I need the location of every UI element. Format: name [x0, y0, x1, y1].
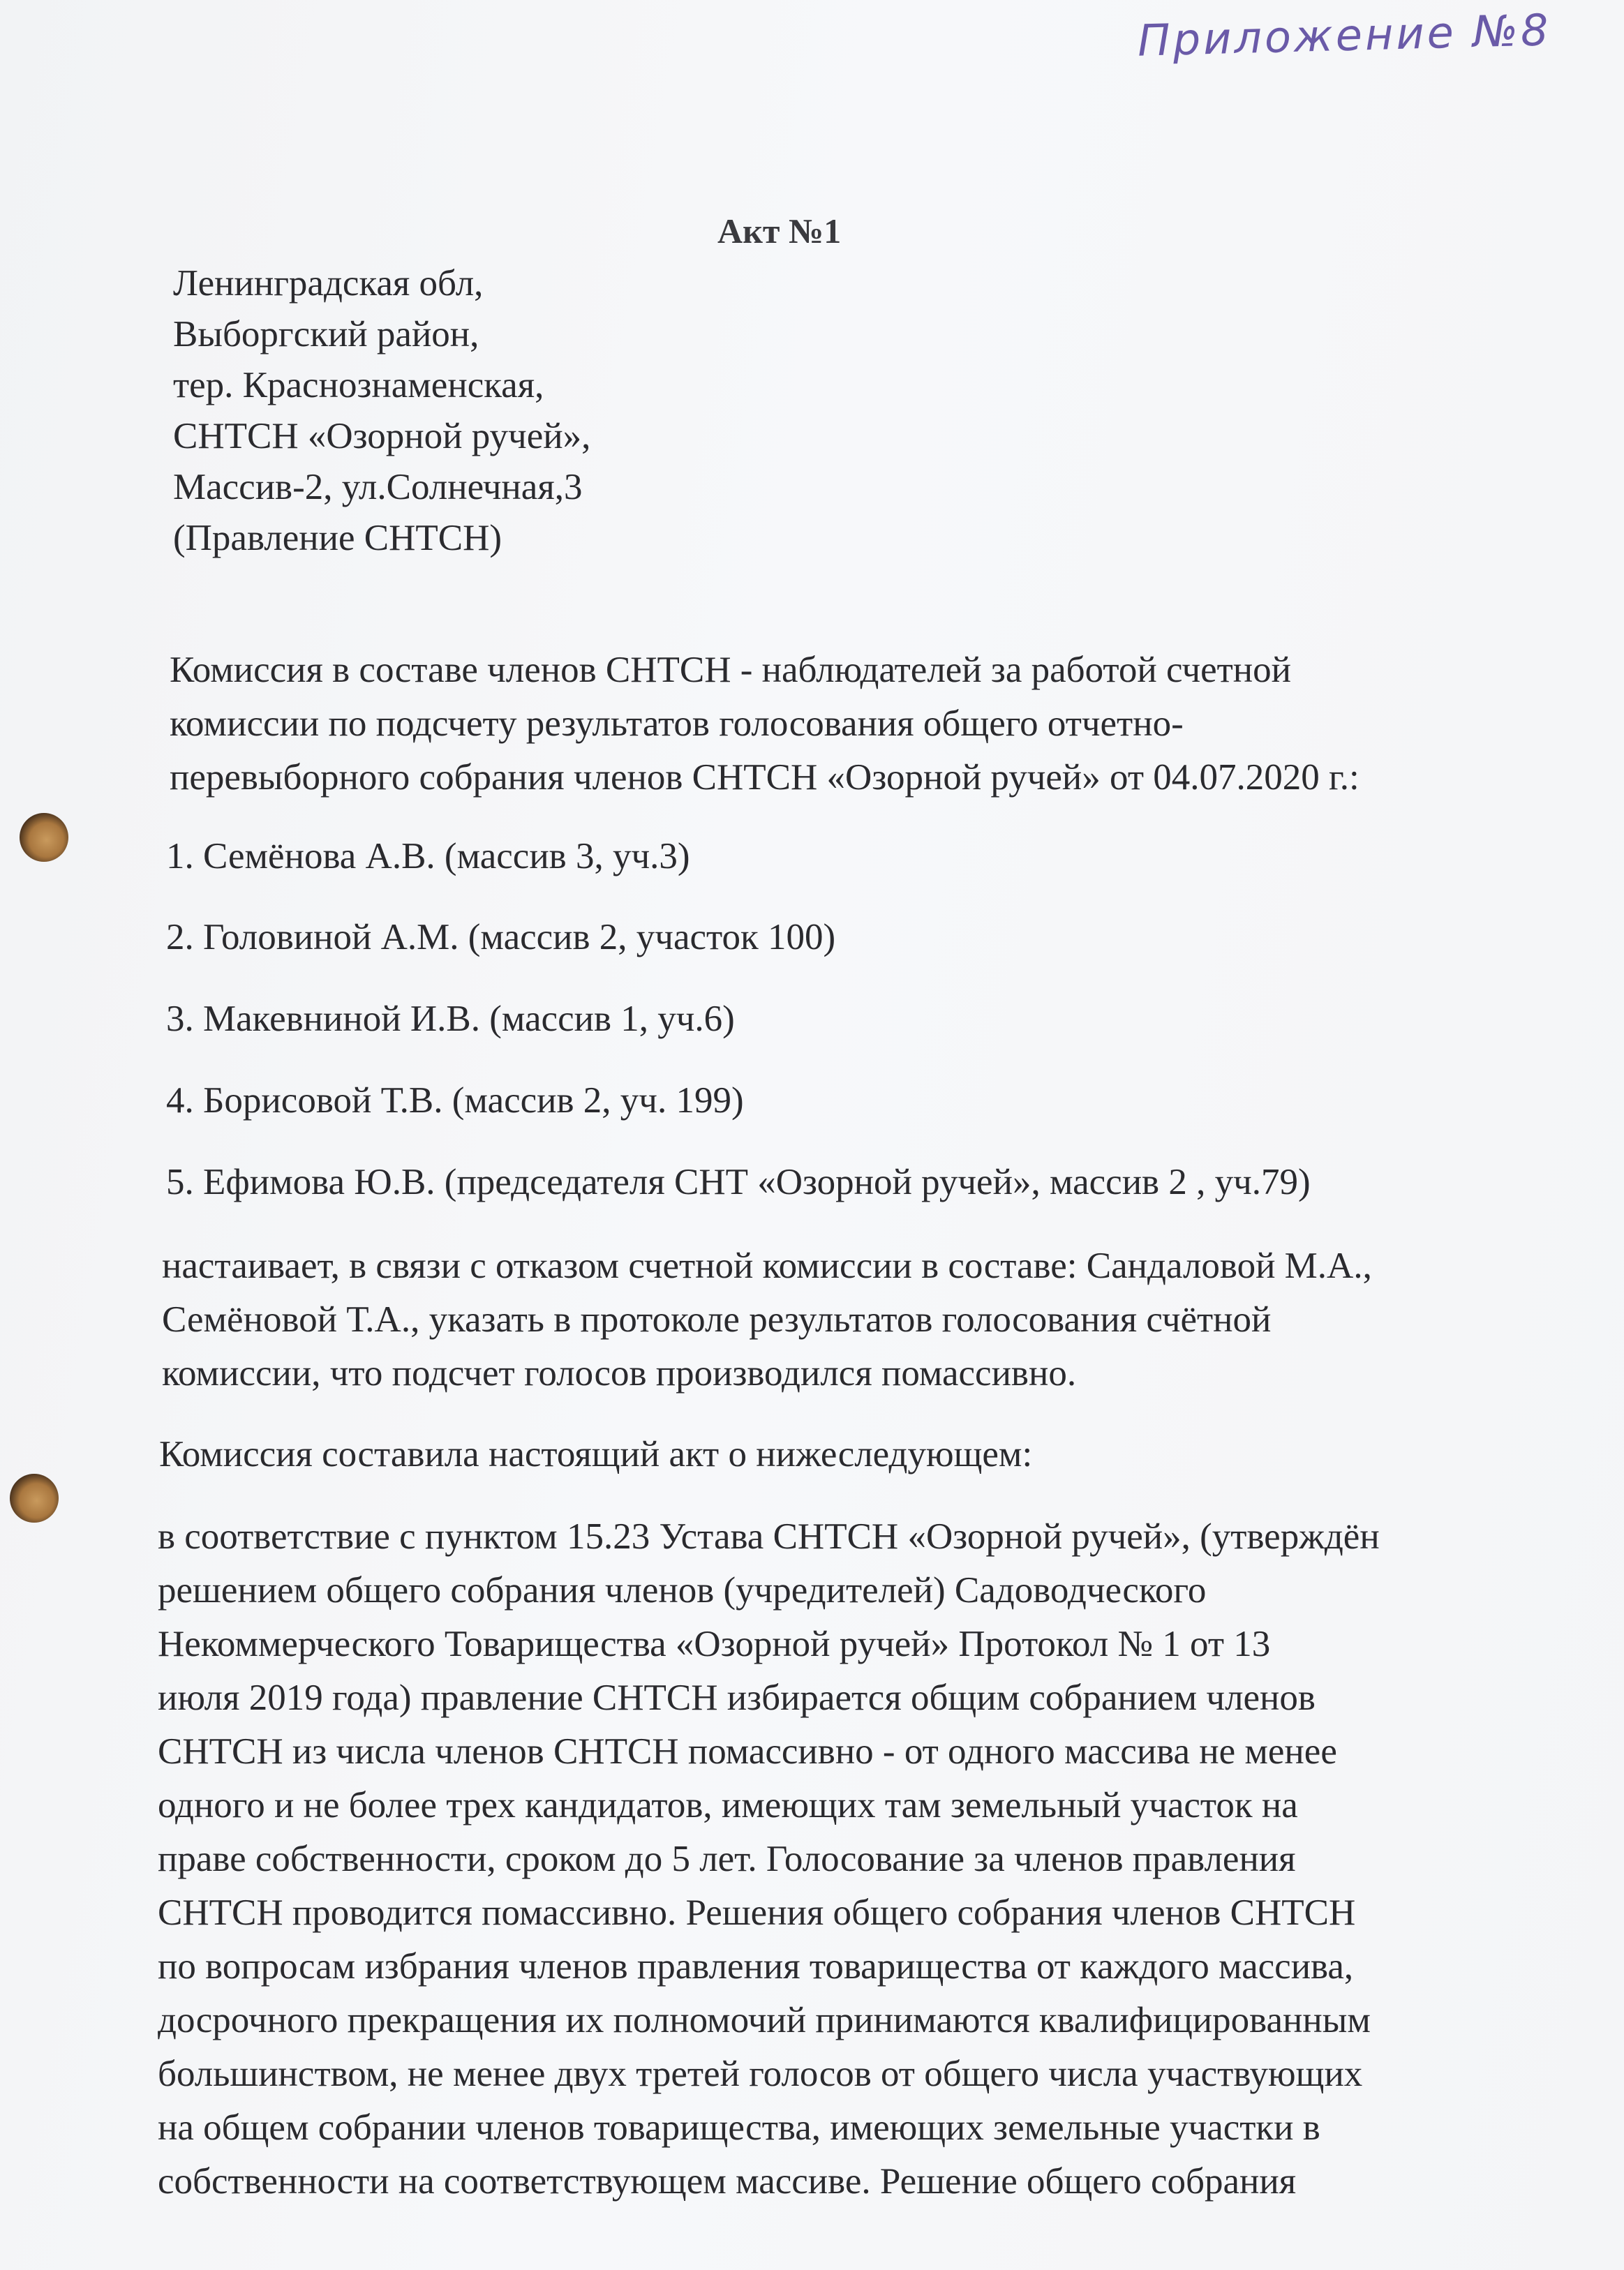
address-line: Массив-2, ул.Солнечная,3 — [173, 467, 583, 507]
text-line: на общем собрании членов товарищества, имеющих земельные участки в — [158, 2107, 1320, 2148]
body-paragraph — [158, 1510, 1380, 2209]
text-line: по вопросам избрания членов правления товарищества от каждого массива, — [158, 1946, 1354, 1987]
punch-hole — [10, 1474, 59, 1523]
text-line: праве собственности, сроком до 5 лет. Голосование за членов правления — [158, 1839, 1296, 1879]
member-item: 2. Головиной А.М. (массив 2, участок 100) — [166, 917, 836, 957]
address-line: Выборгский район, — [173, 314, 479, 354]
member-item: 5. Ефимова Ю.В. (председателя СНТ «Озорной ручей», массив 2 , уч.79) — [166, 1162, 1311, 1202]
text-line: СНТСН проводится помассивно. Решения общего собрания членов СНТСН — [158, 1892, 1356, 1933]
member-item: 1. Семёнова А.В. (массив 3, уч.3) — [166, 836, 690, 876]
address-line: СНТСН «Озорной ручей», — [173, 416, 591, 456]
address-line: Ленинградская обл, — [173, 263, 484, 304]
address-line: (Правление СНТСН) — [173, 518, 502, 558]
act-statement: Комиссия составила настоящий акт о нижеследующем: — [159, 1434, 1033, 1474]
text-line: июля 2019 года) правление СНТСН избирается общим собранием членов — [158, 1678, 1316, 1718]
text-line: собственности на соответствующем массиве. Решение общего собрания — [158, 2161, 1297, 2202]
text-line: настаивает, в связи с отказом счетной комиссии в составе: Сандаловой М.А., — [162, 1246, 1372, 1286]
text-line: в соответствие с пунктом 15.23 Устава СНТСН «Озорной ручей», (утверждён — [158, 1516, 1380, 1557]
member-item: 4. Борисовой Т.В. (массив 2, уч. 199) — [166, 1080, 744, 1121]
punch-hole — [20, 813, 68, 862]
text-line: СНТСН из числа членов СНТСН помассивно - от одного массива не менее — [158, 1731, 1337, 1772]
address-block — [173, 258, 590, 564]
text-line: перевыборного собрания членов СНТСН «Озорной ручей» от 04.07.2020 г.: — [170, 757, 1359, 798]
handwritten-annotation: Приложение №8 — [1137, 4, 1552, 66]
document-title: Акт №1 — [717, 211, 842, 251]
text-line: комиссии, что подсчет голосов производился помассивно. — [162, 1353, 1077, 1394]
text-line: досрочного прекращения их полномочий принимаются квалифицированным — [158, 2000, 1371, 2040]
member-item: 3. Макевниной И.В. (массив 1, уч.6) — [166, 999, 735, 1039]
text-line: Семёновой Т.А., указать в протоколе результатов голосования счётной — [162, 1299, 1272, 1340]
text-line: Комиссия в составе членов СНТСН - наблюдателей за работой счетной — [170, 650, 1292, 690]
text-line: большинством, не менее двух третей голосов от общего числа участвующих — [158, 2054, 1363, 2094]
text-line: Некоммерческого Товарищества «Озорной ручей» Протокол № 1 от 13 — [158, 1624, 1271, 1664]
intro-paragraph — [170, 643, 1359, 805]
insists-paragraph — [162, 1239, 1372, 1401]
text-line: одного и не более трех кандидатов, имеющих там земельный участок на — [158, 1785, 1298, 1825]
address-line: тер. Краснознаменская, — [173, 365, 544, 405]
text-line: комиссии по подсчету результатов голосования общего отчетно- — [170, 703, 1184, 744]
text-line: решением общего собрания членов (учредителей) Садоводческого — [158, 1570, 1207, 1611]
